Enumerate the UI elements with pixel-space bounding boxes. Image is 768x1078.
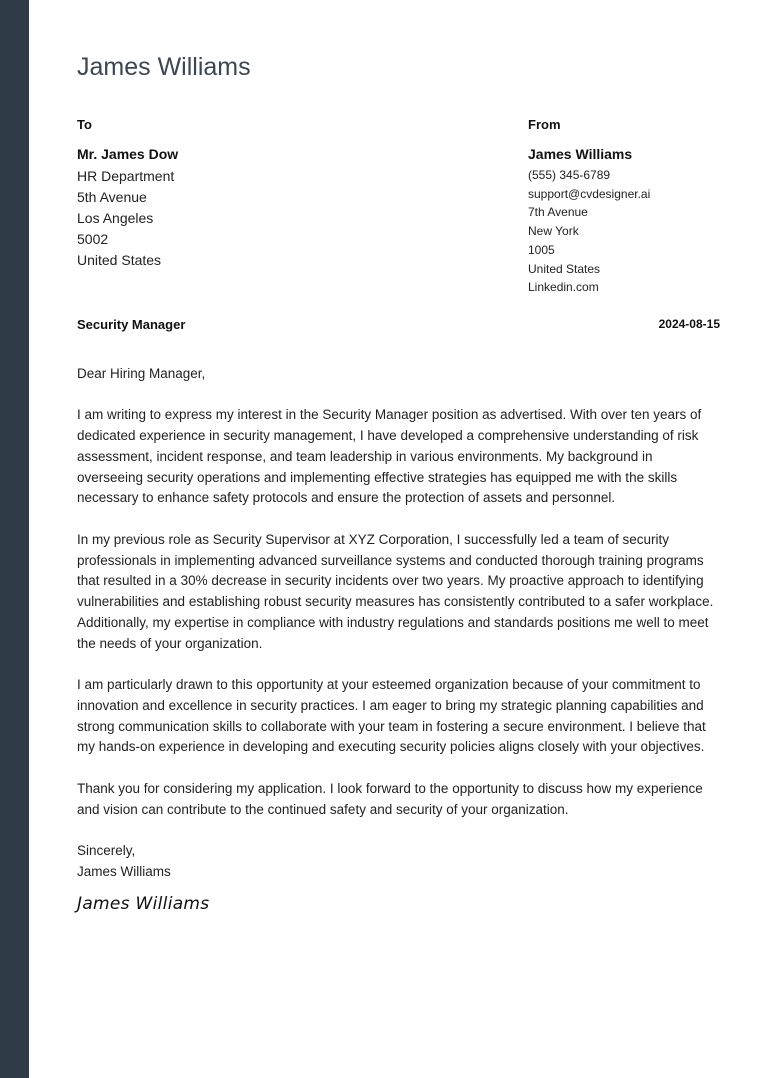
recipient-block (77, 117, 377, 271)
sender-phone: (555) 345-6789 (528, 168, 611, 182)
recipient-postal-code: 5002 (77, 231, 109, 247)
sender-country: United States (528, 261, 601, 276)
sender-postal-code: 1005 (528, 242, 555, 257)
sidebar-accent-bar (0, 0, 29, 1078)
sender-name: James Williams (528, 146, 633, 162)
letter-date: 2024-08-15 (658, 317, 720, 331)
letter-closing-name: James Williams (77, 863, 171, 879)
recipient-name: Mr. James Dow (77, 146, 179, 162)
sender-block (528, 117, 728, 297)
handwritten-signature: James Williams (77, 894, 210, 915)
letter-subject: Security Manager (77, 317, 186, 332)
recipient-city: Los Angeles (77, 210, 154, 226)
applicant-name-heading: James Williams (77, 53, 251, 81)
sender-email: support@cvdesigner.ai (528, 186, 651, 201)
letter-greeting: Dear Hiring Manager, (77, 366, 206, 381)
sender-city: New York (528, 224, 579, 239)
recipient-label: To (77, 117, 92, 132)
sender-linkedin: Linkedin.com (528, 280, 599, 295)
letter-body (77, 364, 720, 914)
sender-label: From (528, 117, 561, 132)
recipient-department: HR Department (77, 168, 175, 184)
sender-street: 7th Avenue (528, 205, 588, 220)
letter-paragraph: I am particularly drawn to this opportunity at your esteemed organization because of your commitment to innovation and excellence in security practices. I am eager to bring my strategic planning capabilities and strong communication skills to collaborate with your team in fostering a secure environment. I believe that my hands-on experience in developing and executing security policies aligns closely with your objectives. (77, 677, 706, 755)
letter-paragraph: I am writing to express my interest in the Security Manager position as advertised. With over ten years of dedicated experience in security management, I have developed a comprehensive understanding of risk assessment, incident response, and team leadership in various environments. My background in overseeing security operations and implementing effective strategies has equipped me with the skills necessary to enhance safety protocols and ensure the protection of assets and personnel. (77, 407, 702, 506)
letter-closing: Sincerely, (77, 842, 136, 858)
recipient-street: 5th Avenue (77, 189, 147, 205)
letter-paragraph: Thank you for considering my application. I look forward to the opportunity to discuss how my experience and vision can contribute to the continued safety and security of your organization. (77, 780, 703, 817)
letter-paragraph: In my previous role as Security Supervisor at XYZ Corporation, I successfully led a team of security professionals in implementing advanced surveillance systems and conducted thorough training programs that resulted in a 30% decrease in security incidents over two years. My proactive approach to identifying vulnerabilities and establishing robust security measures has consistently contributed to a safer workplace. Additionally, my expertise in compliance with industry regulations and standards positions me well to meet the needs of your organization. (77, 531, 714, 651)
recipient-country: United States (77, 252, 162, 268)
